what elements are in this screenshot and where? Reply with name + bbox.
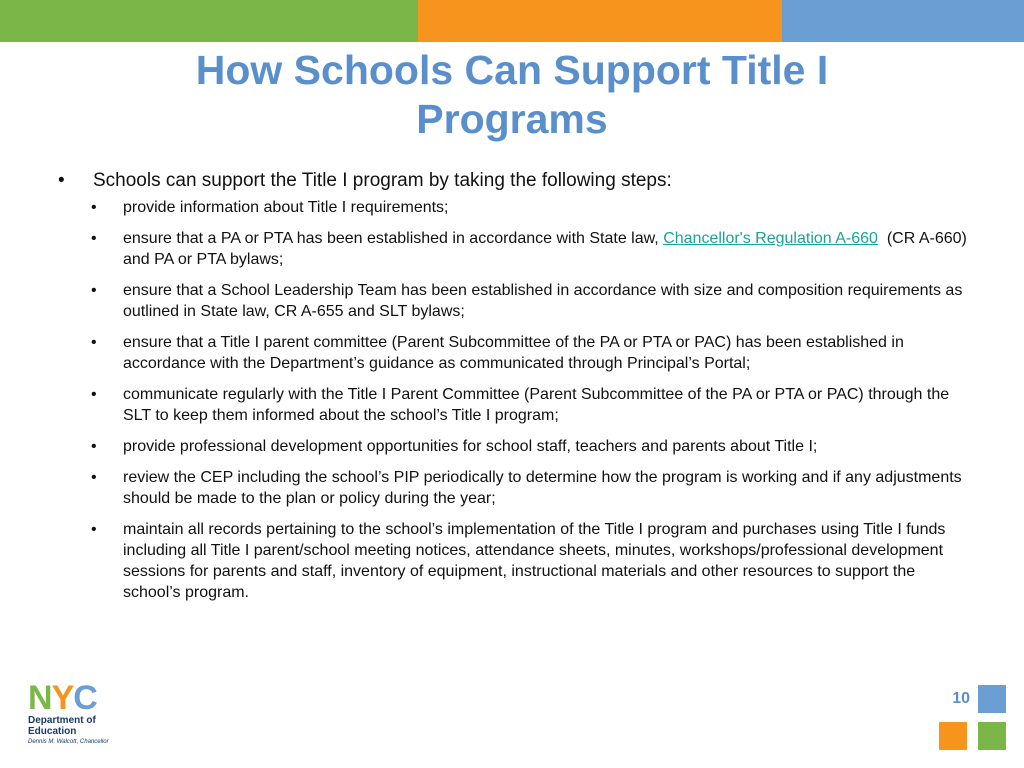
- top-color-bar: [0, 0, 1024, 42]
- bullet-icon: •: [91, 199, 97, 216]
- step-text: ensure that a Title I parent committee (Parent Subcommittee of the PA or PTA or PAC) has been established in accordance with the Department’s guidance as communicated through Principal’s Portal;: [123, 334, 904, 372]
- step-text: communicate regularly with the Title I Parent Committee (Parent Subcommittee of the PA or PTA or PAC) through the SLT to keep them informed about the school’s Title I program;: [123, 386, 950, 424]
- list-item: [58, 467, 968, 509]
- top-bar-blue-segment: [782, 0, 1024, 42]
- bullet-icon: •: [91, 334, 97, 351]
- logo-letter-y: Y: [51, 679, 74, 717]
- step-text: provide information about Title I requirements;: [123, 199, 449, 216]
- list-item: [58, 519, 968, 603]
- chancellors-regulation-link[interactable]: Chancellor's Regulation A-660: [663, 230, 878, 247]
- page-number: 10: [952, 690, 970, 707]
- list-item: [58, 197, 968, 218]
- logo-letter-c: C: [73, 679, 97, 717]
- top-bar-green-segment: [0, 0, 418, 42]
- bullet-icon: •: [91, 469, 97, 486]
- list-item: [58, 332, 968, 374]
- main-bullet: [58, 168, 968, 194]
- nyc-doe-logo: [28, 679, 128, 754]
- step-text: maintain all records pertaining to the school’s implementation of the Title I program and purchases using Title I funds including all Title I parent/school meeting notices, attendance sheets, minutes, workshops/professional development sessions for parents and staff, inventory of equipment, instructional materials and other resources to support the school’s program.: [123, 521, 946, 601]
- step-text: provide professional development opportunities for school staff, teachers and parents about Title I;: [123, 438, 818, 455]
- top-bar-orange-segment: [418, 0, 782, 42]
- list-item: [58, 436, 968, 457]
- step-text: ensure that a PA or PTA has been established in accordance with State law,: [123, 230, 664, 247]
- department-line-2: Education: [28, 726, 77, 737]
- corner-square-orange: [939, 722, 967, 750]
- chancellor-name: Dennis M. Walcott, Chancellor: [28, 739, 109, 745]
- bullet-icon: •: [91, 230, 97, 247]
- bullet-icon: •: [91, 386, 97, 403]
- slide-content: [58, 168, 972, 613]
- list-item: [58, 384, 968, 426]
- bullet-icon: •: [91, 282, 97, 299]
- step-text: ensure that a School Leadership Team has been established in accordance with size and composition requirements as outlined in State law, CR A-655 and SLT bylaws;: [123, 282, 963, 320]
- list-item: [58, 280, 968, 322]
- step-text: review the CEP including the school’s PIP periodically to determine how the program is working and if any adjustments should be made to the plan or policy during the year;: [123, 469, 962, 507]
- list-item: [58, 228, 972, 270]
- department-line-1: Department of: [28, 715, 96, 726]
- main-bullet-text: Schools can support the Title I program by taking the following steps:: [93, 170, 672, 191]
- slide-title: How Schools Can Support Title I Programs: [195, 47, 829, 142]
- nyc-logo-letters: [28, 679, 128, 717]
- bullet-icon: •: [91, 438, 97, 455]
- step-text-after-link: (CR A-660) and PA or PTA bylaws;: [123, 230, 972, 268]
- corner-square-blue: [978, 685, 1006, 713]
- bullet-icon: •: [58, 170, 65, 191]
- department-name: [28, 715, 128, 737]
- steps-list: [58, 197, 972, 603]
- logo-letter-n: N: [28, 679, 52, 717]
- bullet-icon: •: [91, 521, 97, 538]
- corner-square-green: [978, 722, 1006, 750]
